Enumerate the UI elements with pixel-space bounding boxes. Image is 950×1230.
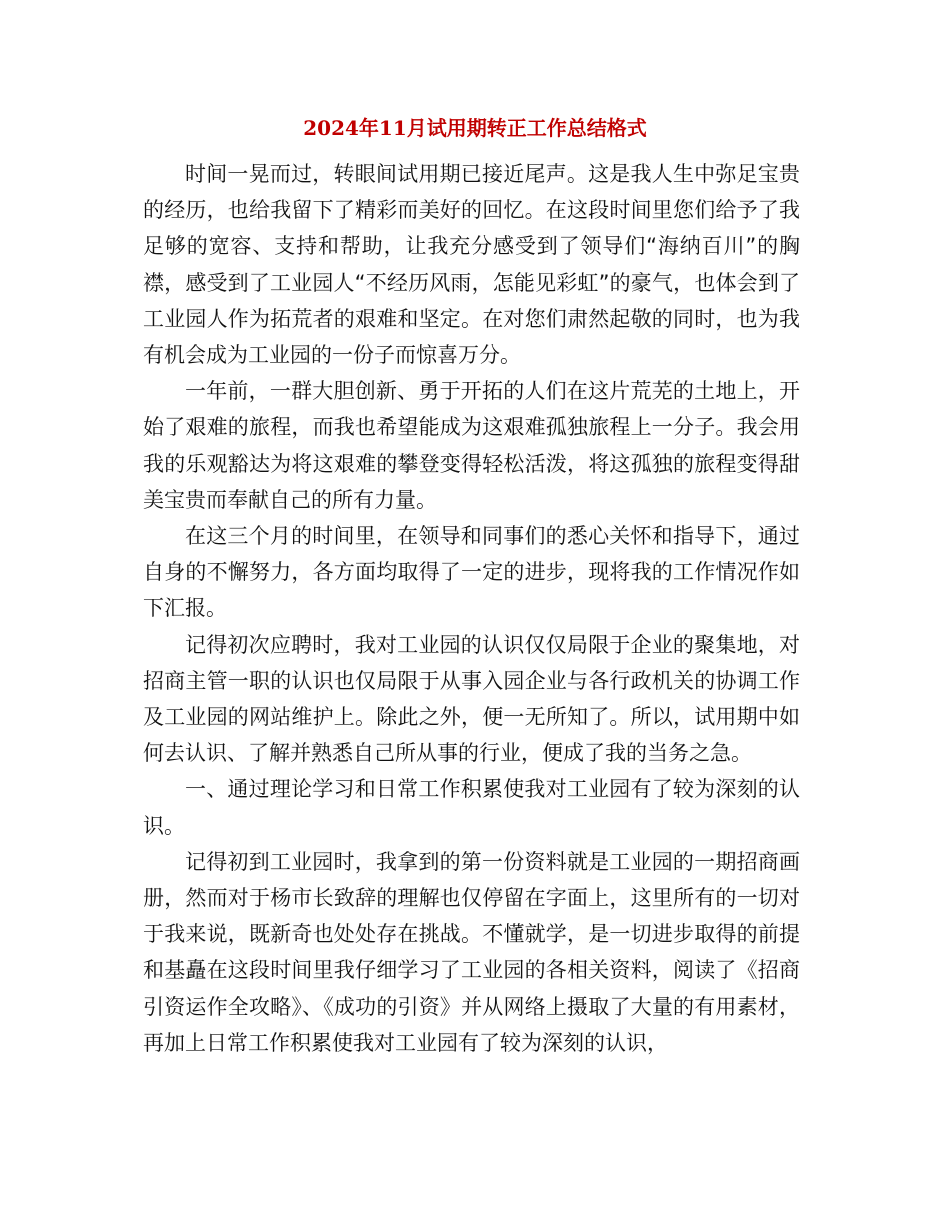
- paragraph: 时间一晃而过，转眼间试用期已接近尾声。这是我人生中弥足宝贵的经历，也给我留下了精彩而美好的回忆。在这段时间里您们给予了我足够的宽容、支持和帮助，让我充分感受到了领导们“海纳百川”的胸襟，感受到了工业园人“不经历风雨，怎能见彩虹”的豪气，也体会到了工业园人作为拓荒者的艰难和坚定。在对您们肃然起敬的同时，也为我有机会成为工业园的一份子而惊喜万分。: [143, 162, 800, 368]
- paragraph: 一、通过理论学习和日常工作积累使我对工业园有了较为深刻的认识。: [143, 777, 800, 838]
- paragraph: 记得初次应聘时，我对工业园的认识仅仅局限于企业的聚集地，对招商主管一职的认识也仅局限于从事入园企业与各行政机关的协调工作及工业园的网站维护上。除此之外，便一无所知了。所以，试用期中如何去认识、了解并熟悉自己所从事的行业，便成了我的当务之急。: [143, 632, 800, 766]
- paragraph: 在这三个月的时间里，在领导和同事们的悉心关怀和指导下，通过自身的不懈努力，各方面均取得了一定的进步，现将我的工作情况作如下汇报。: [143, 524, 800, 621]
- document-body: [143, 156, 800, 1061]
- paragraph: 记得初到工业园时，我拿到的第一份资料就是工业园的一期招商画册，然而对于杨市长致辞的理解也仅停留在字面上，这里所有的一切对于我来说，既新奇也处处存在挑战。不懂就学，是一切进步取得的前提和基矗在这段时间里我仔细学习了工业园的各相关资料，阅读了《招商引资运作全攻略》、《成功的引资》并从网络上摄取了大量的有用素材，再加上日常工作积累使我对工业园有了较为深刻的认识，: [143, 849, 800, 1055]
- paragraph: 一年前，一群大胆创新、勇于开拓的人们在这片荒芜的土地上，开始了艰难的旅程，而我也希望能成为这艰难孤独旅程上一分子。我会用我的乐观豁达为将这艰难的攀登变得轻松活泼，将这孤独的旅程变得甜美宝贵而奉献自己的所有力量。: [143, 379, 800, 512]
- document-title: 2024年11月试用期转正工作总结格式: [303, 116, 647, 140]
